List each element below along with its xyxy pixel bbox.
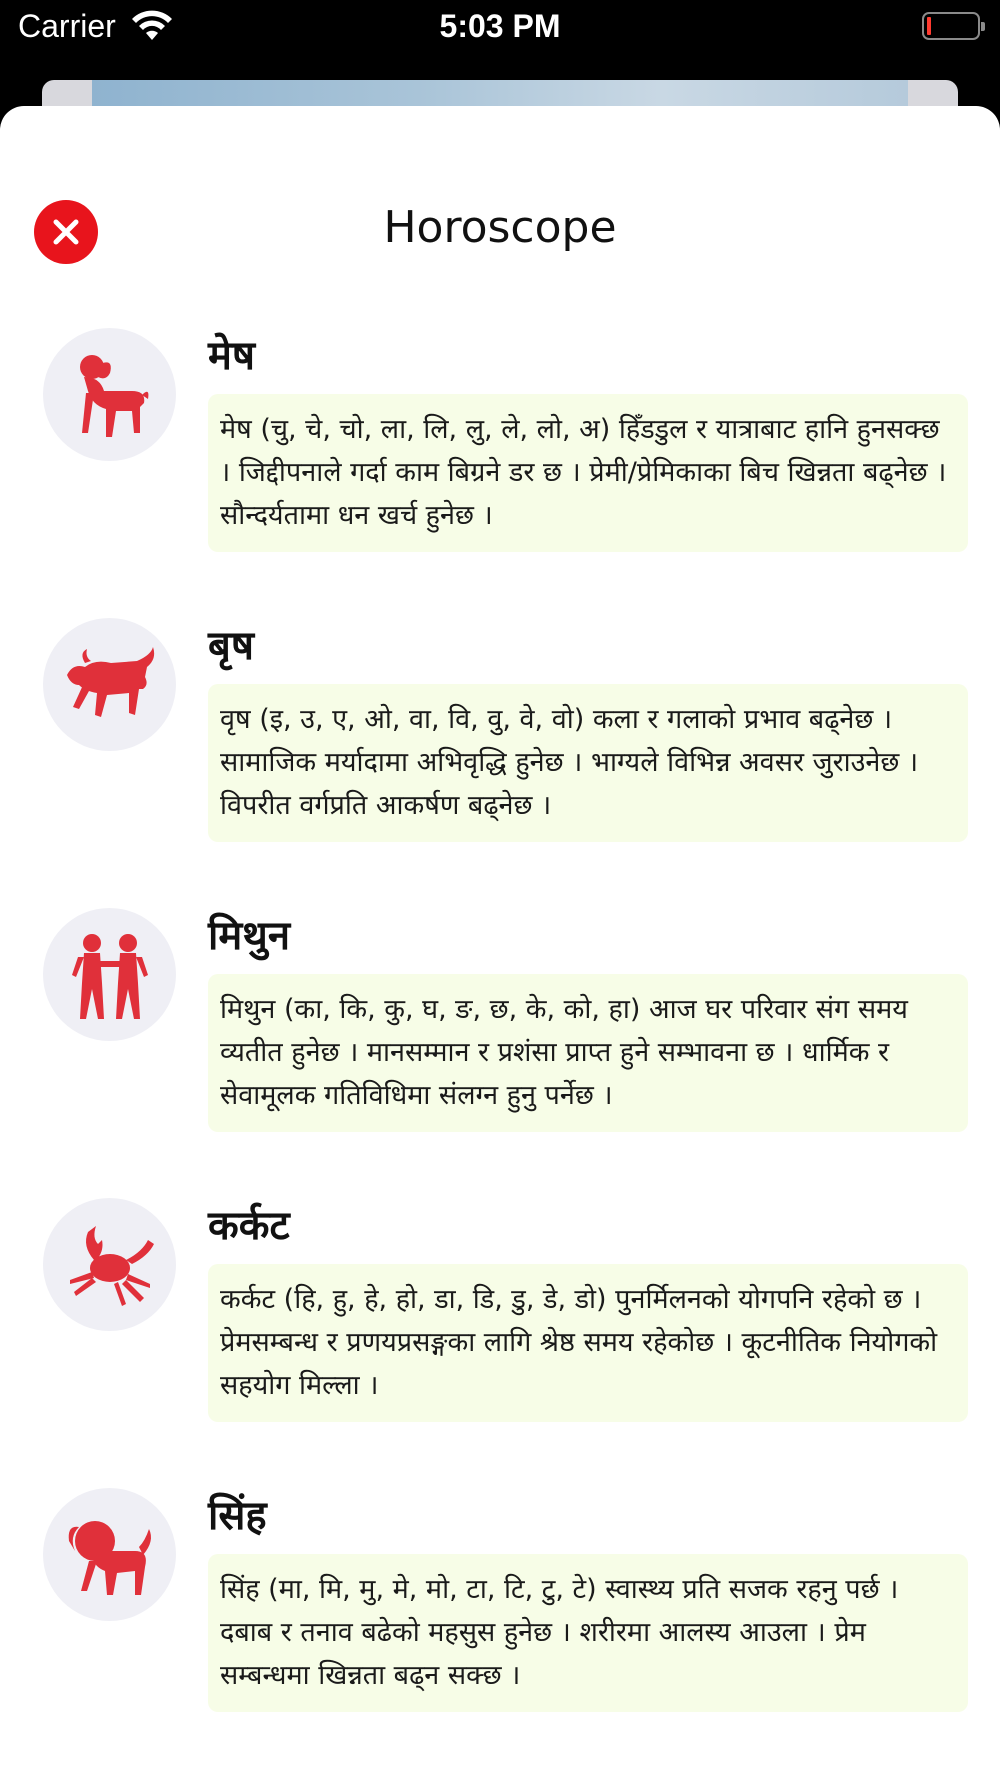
sign-description: वृष (इ, उ, ए, ओ, वा, वि, वु, वे, वो) कला र गलाको प्रभाव बढ्नेछ । सामाजिक मर्यादामा अभिवृद्धि हुनेछ । भाग्यले विभिन्न अवसर जुराउनेछ । विपरीत वर्गप्रति आकर्षण बढ्नेछ । <box>208 684 968 842</box>
battery-icon <box>922 12 980 40</box>
sign-name: सिंह <box>208 1493 267 1539</box>
leo-lion-icon <box>65 1511 155 1599</box>
list-item <box>0 908 1000 1198</box>
sign-icon-circle <box>43 1488 176 1621</box>
aries-ram-icon <box>70 347 150 443</box>
sign-icon-circle <box>43 328 176 461</box>
horoscope-sheet <box>0 106 1000 1778</box>
sign-description: मिथुन (का, कि, कु, घ, ङ, छ, के, को, हा) आज घर परिवार संग समय व्यतीत हुनेछ । मानसम्मान र प्रशंसा प्राप्त हुने सम्भावना छ । धार्मिक र सेवामूलक गतिविधिमा संलग्न हुनु पर्नेछ । <box>208 974 968 1132</box>
sign-description: सिंह (मा, मि, मु, मे, मो, टा, टि, टु, टे) स्वास्थ्य प्रति सजक रहनु पर्छ । दबाब र तनाव बढेको महसुस हुनेछ । शरीरमा आलस्य आउला । प्रेम सम्बन्धमा खिन्नता बढ्न सक्छ । <box>208 1554 968 1712</box>
status-bar <box>0 0 1000 56</box>
page-title: Horoscope <box>383 202 617 253</box>
list-item <box>0 618 1000 908</box>
sign-icon-circle <box>43 1198 176 1331</box>
sign-list <box>0 328 1000 1778</box>
carrier-label: Carrier <box>18 8 116 44</box>
battery-level <box>927 17 931 35</box>
sign-icon-circle <box>43 908 176 1041</box>
gemini-twins-icon <box>68 927 152 1023</box>
sign-name: मिथुन <box>208 913 291 959</box>
sign-icon-circle <box>43 618 176 751</box>
list-item <box>0 1198 1000 1488</box>
taurus-bull-icon <box>63 645 157 725</box>
list-item <box>0 1488 1000 1778</box>
clock: 5:03 PM <box>439 8 561 44</box>
sign-name: बृष <box>208 623 254 669</box>
cancer-crab-icon <box>62 1222 158 1308</box>
sign-name: कर्कट <box>208 1203 290 1249</box>
sign-description: कर्कट (हि, हु, हे, हो, डा, डि, डु, डे, डो) पुनर्मिलनको योगपनि रहेको छ । प्रेमसम्बन्ध र प्रणयप्रसङ्गका लागि श्रेष्ठ समय रहेकोछ । कूटनीतिक नियोगको सहयोग मिल्ला । <box>208 1264 968 1422</box>
list-item <box>0 328 1000 618</box>
sign-name: मेष <box>208 333 256 379</box>
sign-description: मेष (चु, चे, चो, ला, लि, लु, ले, लो, अ) हिँडडुल र यात्राबाट हानि हुनसक्छ । जिद्दीपनाले गर्दा काम बिग्रने डर छ । प्रेमी/प्रेमिकाका बिच खिन्नता बढ्नेछ । सौन्दर्यतामा धन खर्च हुनेछ । <box>208 394 968 552</box>
